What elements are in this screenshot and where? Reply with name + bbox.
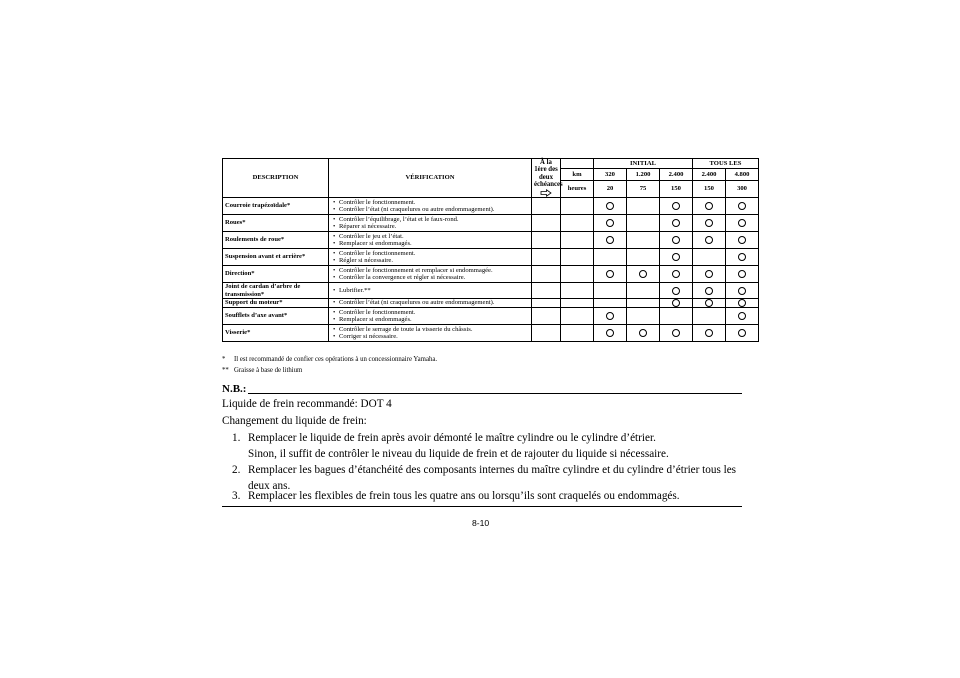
arrow-right-icon [540, 189, 552, 197]
circle-mark-icon [705, 287, 713, 295]
table-row [223, 215, 759, 232]
km-value: 2.400 [660, 169, 693, 181]
header-first-service [532, 159, 561, 198]
check-item: • Contrôler l’état (ni craquelures ou autre endommagement). [331, 206, 529, 213]
circle-mark-icon [705, 202, 713, 210]
circle-mark-icon [672, 299, 680, 307]
interval-cell [594, 215, 627, 232]
check-item: • Contrôler le fonctionnement. [331, 250, 529, 257]
circle-mark-icon [606, 329, 614, 337]
circle-mark-icon [738, 253, 746, 261]
header-every: TOUS LES [693, 159, 759, 169]
interval-cell [660, 308, 693, 325]
circle-mark-icon [705, 236, 713, 244]
table-row [223, 232, 759, 249]
row-description: Joint de cardan d’arbre de transmission* [223, 283, 329, 299]
hours-value: 300 [726, 181, 759, 198]
interval-cell [627, 325, 660, 342]
interval-cell [693, 283, 726, 299]
circle-mark-icon [672, 329, 680, 337]
check-item: • Contrôler le fonctionnement. [331, 309, 529, 316]
page-number: 8-10 [472, 518, 490, 528]
interval-cell [726, 198, 759, 215]
interval-cell [693, 325, 726, 342]
row-verification [329, 299, 532, 308]
interval-cell [693, 299, 726, 308]
check-item: • Contrôler le fonctionnement et remplacer si endommagée. [331, 267, 529, 274]
row-description: Courroie trapézoïdale* [223, 198, 329, 215]
row-verification [329, 249, 532, 266]
interval-cell [726, 215, 759, 232]
circle-mark-icon [738, 287, 746, 295]
footnote-2: ** Graisse à base de lithium [222, 367, 303, 374]
km-value: 320 [594, 169, 627, 181]
circle-mark-icon [738, 329, 746, 337]
interval-cell [726, 299, 759, 308]
change-title: Changement du liquide de frein: [222, 415, 367, 427]
table-body [223, 198, 759, 342]
interval-cell [594, 283, 627, 299]
header-initial: INITIAL [594, 159, 693, 169]
hours-value: 150 [660, 181, 693, 198]
interval-cell [627, 215, 660, 232]
check-item: • Régler si nécessaire. [331, 257, 529, 264]
hours-value: 75 [627, 181, 660, 198]
circle-mark-icon [738, 236, 746, 244]
interval-cell [627, 249, 660, 266]
interval-cell [693, 198, 726, 215]
circle-mark-icon [738, 219, 746, 227]
interval-cell [660, 198, 693, 215]
km-value: 2.400 [693, 169, 726, 181]
row-verification [329, 325, 532, 342]
row-verification [329, 198, 532, 215]
circle-mark-icon [672, 270, 680, 278]
table-row [223, 308, 759, 325]
check-item: • Contrôler la convergence et régler si nécessaire. [331, 274, 529, 281]
manual-page: DESCRIPTION VÉRIFICATION À la 1ère des deux échéances INITIAL TOUS LES km 320 1.200 2.400 2.400 4.800 heures 20 75 150 150 300 Courroie trapézoïdale* • Contrôler le fonctionnement. • Contrôler l’état (ni craquelures ou autre endommagement). Roues* • Contrôler l’équilibrage, l’état et le faux-rond. • Réparer si nécessaire. Roulements de roue* • Contrôler le jeu et l’état. • Remplacer si endommagés. Suspension avant et arrière* • Contrôler le fonctionnement. • Régler si nécessaire. Direction* • Contrôler le fonctionnement et remplacer si endommagée. • Contrôler la convergence et régler si nécessaire. Joint de cardan d’arbre de transmission* • Lubrifier.** Support du moteur* • Contrôler l’état (ni craquelures ou autre endommagement). Soufflets d’axe avant* • Contrôler le fonctionnement. • Remplacer si endommagés. Visserie* • Contrôler le serrage de toute la visserie du châssis. • Corriger si nécessaire. * Il est recommandé de confier ces opérations à un concessionnaire Yamaha. ** Graisse à base de lithium N.B.: Liquide de frein recommandé: DOT 4 Changement du liquide de frein: 1. Remplacer le liquide de frein après avoir démonté le maître cylindre ou le cylindre d’étrier. Sinon, il suffit de contrôler le niveau du liquide de frein et de rajouter du liquide si nécessaire. 2. Remplacer les bagues d’étanchéité des composants internes du maître cylindre et du cylindre d’étrier tous les deux ans. 3. Remplacer les flexibles de frein tous les quatre ans ou lorsqu’ils sont craquelés ou endommagés. 8-10 [0, 0, 960, 678]
interval-cell [726, 308, 759, 325]
brake-fluid-text: Liquide de frein recommandé: DOT 4 [222, 398, 392, 410]
interval-cell [693, 266, 726, 283]
circle-mark-icon [672, 253, 680, 261]
note-title: N.B.: [222, 383, 247, 395]
row-verification [329, 266, 532, 283]
circle-mark-icon [738, 312, 746, 320]
interval-cell [594, 266, 627, 283]
interval-cell [726, 232, 759, 249]
row-verification [329, 308, 532, 325]
row-description: Suspension avant et arrière* [223, 249, 329, 266]
km-value: 1.200 [627, 169, 660, 181]
check-item: • Remplacer si endommagés. [331, 316, 529, 323]
hours-value: 20 [594, 181, 627, 198]
circle-mark-icon [738, 202, 746, 210]
check-item: • Corriger si nécessaire. [331, 333, 529, 340]
interval-cell [594, 299, 627, 308]
interval-cell [627, 198, 660, 215]
table-row [223, 325, 759, 342]
footnote-1: * Il est recommandé de confier ces opérations à un concessionnaire Yamaha. [222, 356, 438, 363]
row-description: Roues* [223, 215, 329, 232]
interval-cell [726, 325, 759, 342]
hours-label: heures [561, 181, 594, 198]
circle-mark-icon [606, 312, 614, 320]
row-verification [329, 215, 532, 232]
interval-cell [726, 266, 759, 283]
interval-cell [693, 249, 726, 266]
check-item: • Contrôler le serrage de toute la visserie du châssis. [331, 326, 529, 333]
check-item: • Contrôler l’état (ni craquelures ou autre endommagement). [331, 299, 529, 306]
row-verification [329, 283, 532, 299]
circle-mark-icon [672, 219, 680, 227]
table-row [223, 249, 759, 266]
row-description: Roulements de roue* [223, 232, 329, 249]
check-item: • Réparer si nécessaire. [331, 223, 529, 230]
row-description: Visserie* [223, 325, 329, 342]
bottom-rule [222, 506, 742, 507]
check-item: • Lubrifier.** [331, 287, 529, 294]
check-item: • Remplacer si endommagés. [331, 240, 529, 247]
interval-cell [627, 266, 660, 283]
circle-mark-icon [672, 202, 680, 210]
interval-cell [726, 249, 759, 266]
check-item: • Contrôler le jeu et l’état. [331, 233, 529, 240]
interval-cell [660, 299, 693, 308]
circle-mark-icon [705, 270, 713, 278]
interval-cell [660, 249, 693, 266]
circle-mark-icon [705, 329, 713, 337]
maintenance-table [222, 158, 759, 342]
interval-cell [693, 232, 726, 249]
interval-cell [594, 198, 627, 215]
km-value: 4.800 [726, 169, 759, 181]
circle-mark-icon [639, 270, 647, 278]
row-description: Direction* [223, 266, 329, 283]
interval-cell [627, 299, 660, 308]
table-row [223, 266, 759, 283]
header-first-service-label: À la 1ère des deux échéances [534, 159, 563, 188]
row-verification [329, 232, 532, 249]
row-description: Support du moteur* [223, 299, 329, 308]
check-item: • Contrôler le fonctionnement. [331, 199, 529, 206]
circle-mark-icon [606, 236, 614, 244]
circle-mark-icon [738, 270, 746, 278]
interval-cell [660, 266, 693, 283]
interval-cell [627, 283, 660, 299]
interval-cell [627, 232, 660, 249]
interval-cell [660, 325, 693, 342]
circle-mark-icon [738, 299, 746, 307]
table-row [223, 283, 759, 299]
interval-cell [693, 215, 726, 232]
circle-mark-icon [705, 219, 713, 227]
interval-cell [627, 308, 660, 325]
interval-cell [594, 308, 627, 325]
interval-cell [660, 283, 693, 299]
interval-cell [660, 215, 693, 232]
circle-mark-icon [639, 329, 647, 337]
circle-mark-icon [606, 270, 614, 278]
interval-cell [594, 232, 627, 249]
header-description: DESCRIPTION [223, 159, 329, 198]
circle-mark-icon [672, 236, 680, 244]
hours-value: 150 [693, 181, 726, 198]
check-item: • Contrôler l’équilibrage, l’état et le faux-rond. [331, 216, 529, 223]
interval-cell [594, 249, 627, 266]
table-row [223, 299, 759, 308]
interval-cell [726, 283, 759, 299]
note-rule [248, 393, 742, 394]
circle-mark-icon [606, 219, 614, 227]
circle-mark-icon [606, 202, 614, 210]
row-description: Soufflets d’axe avant* [223, 308, 329, 325]
km-label: km [561, 169, 594, 181]
interval-cell [594, 325, 627, 342]
circle-mark-icon [705, 299, 713, 307]
header-verification: VÉRIFICATION [329, 159, 532, 198]
interval-cell [693, 308, 726, 325]
interval-cell [660, 232, 693, 249]
table-row [223, 198, 759, 215]
circle-mark-icon [672, 287, 680, 295]
